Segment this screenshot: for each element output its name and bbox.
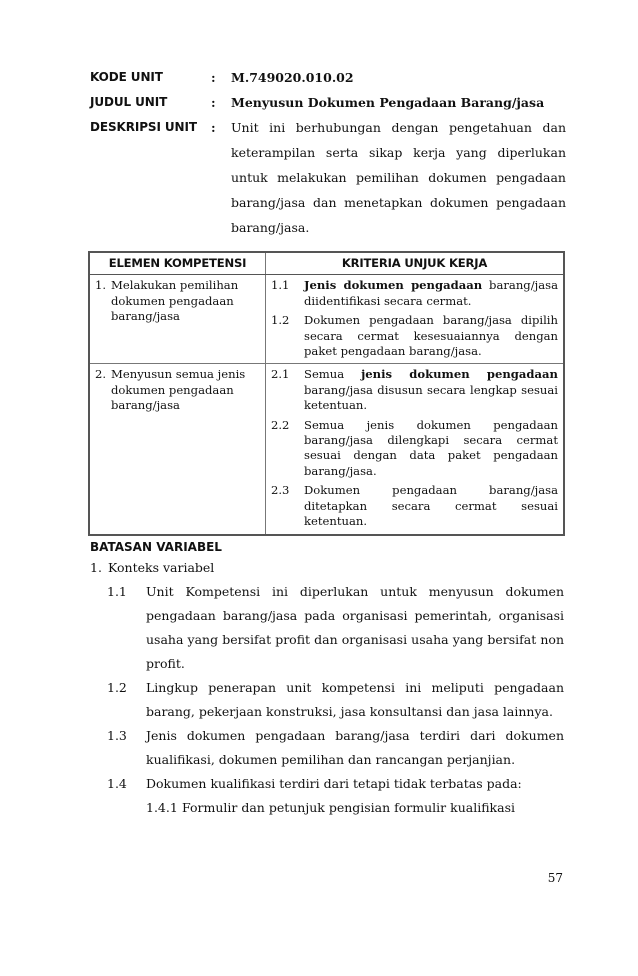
list-item [90, 724, 564, 772]
kuk-bold-term: jenis dokumen pengadaan [361, 367, 558, 382]
table-row [89, 275, 564, 364]
kuk-item [271, 483, 558, 529]
kuk-number: 2.1 [271, 367, 290, 382]
colon: : [211, 120, 216, 135]
table-row [89, 364, 564, 535]
item-number: 1.3 [107, 728, 127, 743]
item-number: 1.2 [107, 680, 127, 695]
elemen-text: Menyusun semua jenis dokumen pengadaan barang/jasa [111, 367, 246, 413]
deskripsi-unit-value: Unit ini berhubungan dengan pengetahuan dan keterampilan serta sikap kerja yang diperlukan untuk melakukan pemilihan dokumen pengadaan barang/jasa dan menetapkan dokumen pengadaan barang/jasa. [231, 120, 566, 235]
list-item [90, 556, 564, 580]
kuk-text: Dokumen pengadaan barang/jasa dipilih secara cermat kesesuaiannya dengan paket pengadaan barang/jasa. [304, 313, 558, 359]
elemen-number: 2. [95, 367, 107, 382]
item-number: 1.1 [107, 584, 127, 599]
list-item [90, 580, 564, 676]
item-number: 1. [90, 560, 102, 575]
kuk-number: 1.2 [271, 313, 290, 328]
colon: : [211, 95, 216, 110]
kuk-cell [266, 275, 565, 364]
colon: : [211, 70, 216, 85]
header-elemen: ELEMEN KOMPETENSI [89, 252, 266, 275]
item-number: 1.4 [107, 776, 127, 791]
kompetensi-table [88, 251, 565, 536]
kode-unit-row [90, 70, 566, 95]
list-item [90, 796, 564, 820]
item-text: Lingkup penerapan unit kompetensi ini meliputi pengadaan barang, pekerjaan konstruksi, jasa konsultansi dan jasa lainnya. [146, 680, 564, 719]
judul-unit-value: Menyusun Dokumen Pengadaan Barang/jasa [231, 95, 545, 110]
kode-unit-value: M.749020.010.02 [231, 70, 354, 85]
kuk-cell [266, 364, 565, 535]
kuk-bold-term: Jenis dokumen pengadaan [304, 278, 483, 293]
elemen-text: Melakukan pemilihan dokumen pengadaan barang/jasa [111, 278, 239, 324]
header-kuk: KRITERIA UNJUK KERJA [266, 252, 565, 275]
section-title: BATASAN VARIABEL [90, 540, 222, 554]
kuk-pre-text: Semua [304, 367, 362, 382]
kuk-item [271, 367, 558, 413]
list-item [90, 772, 564, 796]
kuk-item [271, 278, 558, 309]
kuk-text: barang/jasa diidentifikasi secara cermat. [304, 278, 559, 308]
list-item [90, 676, 564, 724]
item-text: Jenis dokumen pengadaan barang/jasa terdiri dari dokumen kualifikasi, dokumen pemilihan dan rancangan perjanjian. [146, 728, 564, 767]
elemen-number: 1. [95, 278, 107, 293]
elemen-cell [89, 275, 266, 364]
item-text: Formulir dan petunjuk pengisian formulir kualifikasi [182, 800, 515, 815]
kuk-number: 2.3 [271, 483, 290, 498]
item-text: Konteks variabel [108, 560, 215, 575]
item-text: Unit Kompetensi ini diperlukan untuk menyusun dokumen pengadaan barang/jasa pada organisasi pemerintah, organisasi usaha yang bersifat profit dan organisasi usaha yang bersifat non profit. [146, 584, 564, 671]
kuk-item [271, 418, 558, 480]
item-text: Dokumen kualifikasi terdiri dari tetapi tidak terbatas pada: [146, 776, 522, 791]
kuk-number: 1.1 [271, 278, 290, 293]
table-header-row [89, 252, 564, 275]
page-number: 57 [547, 871, 563, 885]
kuk-text: Dokumen pengadaan barang/jasa ditetapkan secara cermat sesuai ketentuan. [304, 483, 558, 529]
kode-unit-label: KODE UNIT [90, 70, 163, 84]
batasan-variabel-section [90, 540, 564, 820]
judul-unit-label: JUDUL UNIT [90, 95, 168, 109]
kuk-item [271, 313, 558, 359]
kuk-number: 2.2 [271, 417, 290, 432]
kuk-text: barang/jasa disusun secara lengkap sesuai ketentuan. [304, 382, 558, 413]
unit-info [90, 70, 566, 240]
deskripsi-unit-row [90, 115, 566, 240]
kuk-text: Semua jenis dokumen pengadaan barang/jasa dilengkapi secara cermat sesuai dengan data paket pengadaan barang/jasa. [304, 417, 558, 478]
elemen-cell [89, 364, 266, 535]
deskripsi-unit-label: DESKRIPSI UNIT [90, 120, 197, 134]
item-number: 1.4.1 [146, 800, 178, 815]
